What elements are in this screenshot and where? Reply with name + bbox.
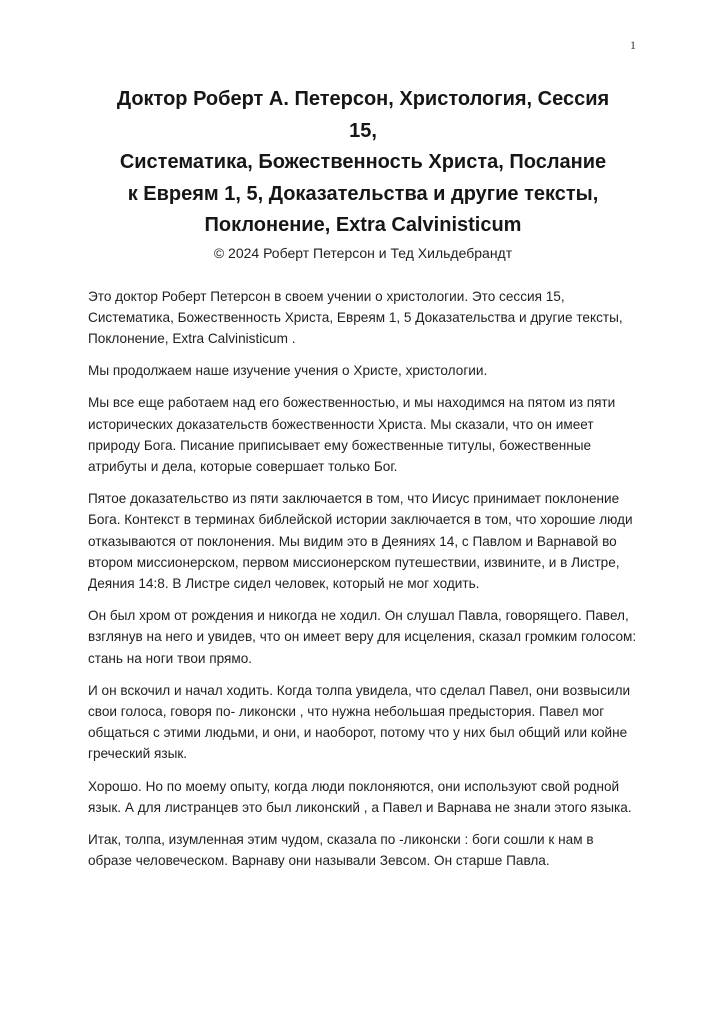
paragraph: Он был хром от рождения и никогда не ходил. Он слушал Павла, говорящего. Павел, взглянув на него и увидев, что он имеет веру для исцеления, сказал громким голосом: стань на ноги твои прямо. <box>88 608 637 666</box>
title-line-4: к Евреям 1, 5, Доказательства и другие тексты, <box>127 182 599 205</box>
title-line-3: Систематика, Божественность Христа, Послание <box>119 151 607 173</box>
title-line-2: 15, <box>349 119 377 142</box>
paragraph: И он вскочил и начал ходить. Когда толпа увидела, что сделал Павел, они возвысили свои голоса, говоря по- ликонски , что нужна небольшая предыстория. Павел мог общаться с этими людьми, и они, и наоборот, потому что у них был общий или койне греческий язык. <box>88 682 631 762</box>
page-content <box>88 84 638 882</box>
paragraph: Пятое доказательство из пяти заключается в том, что Иисус принимает поклонение Бога. Контекст в терминах библейской истории заключается в том, что хорошие люди отказываются от поклонения. Мы видим это в Деяниях 14, с Павлом и Варнавой во втором миссионерском, первом миссионерском путешествии, извините, и в Листре, Деяния 14:8. В Листре сидел человек, который не мог ходить. <box>88 491 633 591</box>
document-title <box>88 84 638 242</box>
copyright-line: © 2024 Роберт Петерсон и Тед Хильдебрандт <box>213 244 513 261</box>
page-number: 1 <box>630 38 636 52</box>
title-line-1: Доктор Роберт А. Петерсон, Христология, Сессия <box>116 88 610 110</box>
paragraph: Мы продолжаем наше изучение учения о Христе, христологии. <box>88 363 488 379</box>
paragraph: Хорошо. Но по моему опыту, когда люди поклоняются, они используют свой родной язык. А для листранцев это был ликонский , а Павел и Варнава не знали этого языка. <box>88 778 632 815</box>
paragraph: Мы все еще работаем над его божественностью, и мы находимся на пятом из пяти исторических доказательств божественности Христа. Мы сказали, что он имеет природу Бога. Писание приписывает ему божественные титулы, божественные атрибуты и дела, которые совершает только Бог. <box>88 395 616 474</box>
paragraph: Это доктор Роберт Петерсон в своем учении о христологии. Это сессия 15, Систематика, Божественность Христа, Евреям 1, 5 Доказательства и другие тексты, Поклонение, Extra Calvinisticum . <box>88 288 623 346</box>
paragraph: Итак, толпа, изумленная этим чудом, сказала по -ликонски : боги сошли к нам в образе человеческом. Варнаву они называли Зевсом. Он старше Павла. <box>88 831 594 869</box>
title-line-5: Поклонение, Extra Calvinisticum <box>204 214 522 236</box>
document-body <box>88 286 638 872</box>
